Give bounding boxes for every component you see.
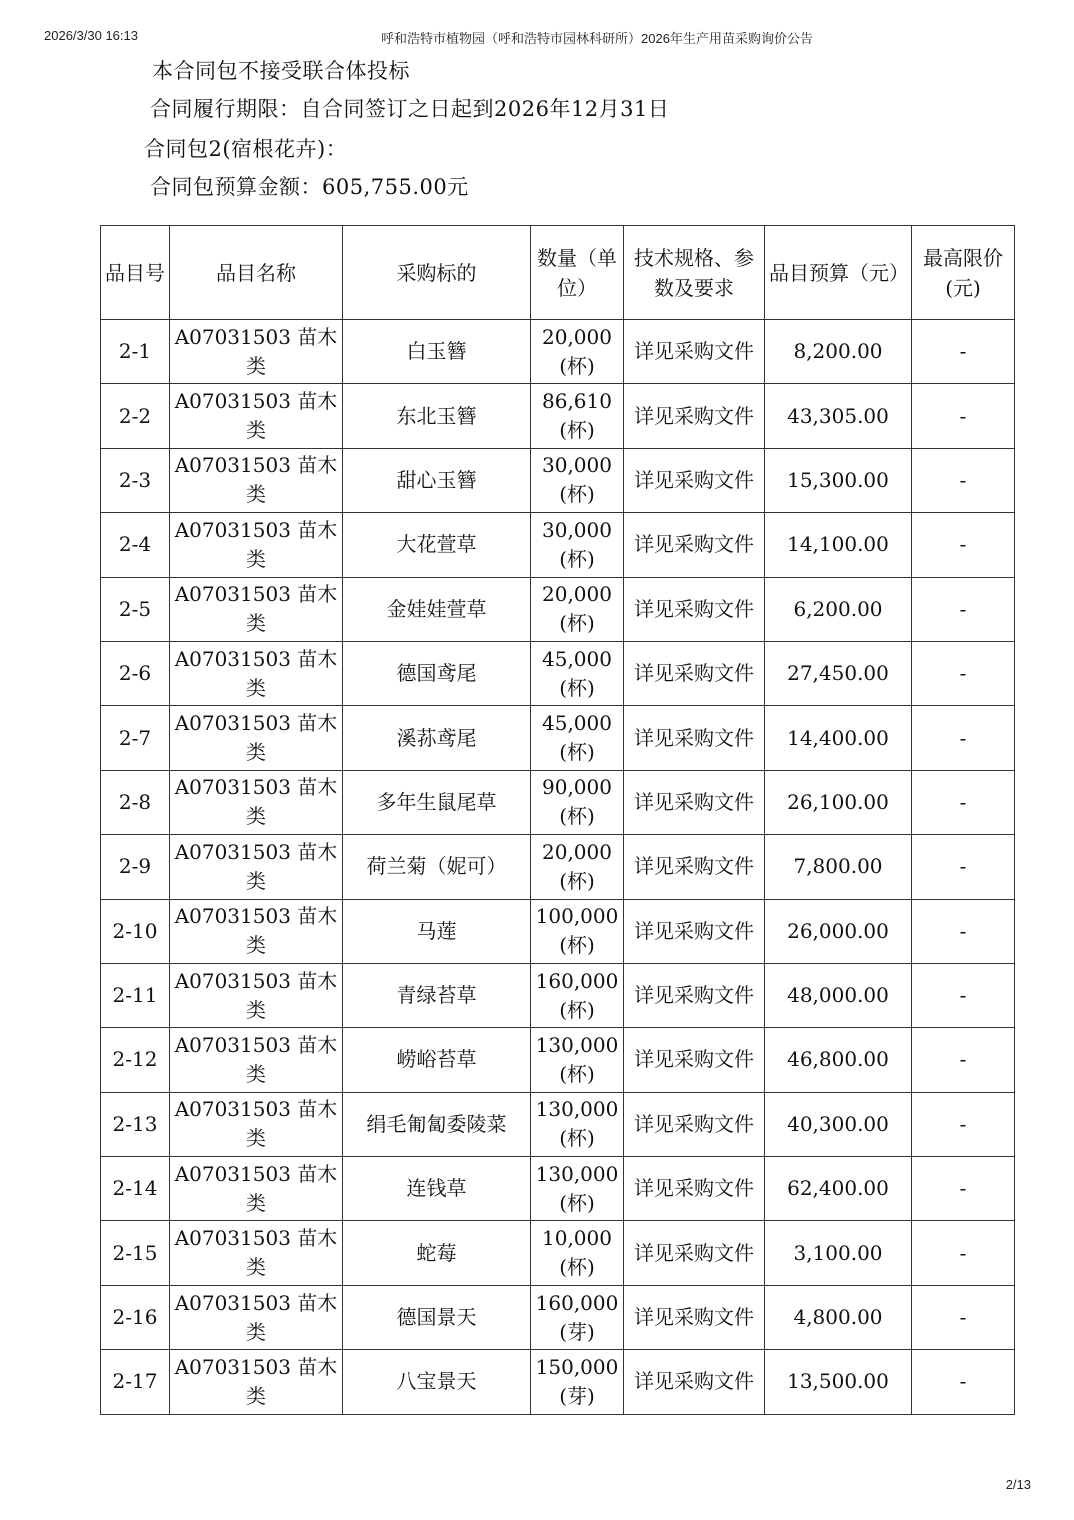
items-table [100,225,1015,1415]
cell-quantity: 20,000(杯) [531,320,624,384]
cell-quantity: 130,000(杯) [531,1028,624,1092]
cell-budget: 6,200.00 [765,577,912,641]
table-row [101,641,1015,705]
cell-budget: 14,400.00 [765,706,912,770]
cell-budget: 15,300.00 [765,448,912,512]
cell-category: A07031503 苗木类 [170,1285,343,1349]
cell-subject: 荷兰菊（妮可） [343,835,531,899]
table-row [101,899,1015,963]
cell-max-price: - [912,1157,1015,1221]
cell-subject: 马莲 [343,899,531,963]
cell-spec: 详见采购文件 [624,1028,765,1092]
cell-spec: 详见采购文件 [624,899,765,963]
cell-index: 2-14 [101,1157,170,1221]
cell-subject: 崂峪苔草 [343,1028,531,1092]
cell-spec: 详见采购文件 [624,770,765,834]
cell-subject: 金娃娃萱草 [343,577,531,641]
cell-max-price: - [912,577,1015,641]
cell-max-price: - [912,1028,1015,1092]
cell-index: 2-2 [101,384,170,448]
cell-max-price: - [912,320,1015,384]
header-budget: 品目预算（元） [765,226,912,320]
table-row [101,513,1015,577]
cell-spec: 详见采购文件 [624,1285,765,1349]
cell-subject: 溪荪鸢尾 [343,706,531,770]
table-row [101,577,1015,641]
cell-index: 2-15 [101,1221,170,1285]
cell-spec: 详见采购文件 [624,320,765,384]
header-spec: 技术规格、参数及要求 [624,226,765,320]
table-row [101,1092,1015,1156]
cell-category: A07031503 苗木类 [170,1028,343,1092]
table-row [101,963,1015,1027]
cell-subject: 大花萱草 [343,513,531,577]
cell-quantity: 86,610(杯) [531,384,624,448]
cell-max-price: - [912,1221,1015,1285]
cell-subject: 东北玉簪 [343,384,531,448]
cell-category: A07031503 苗木类 [170,577,343,641]
cell-quantity: 130,000(杯) [531,1157,624,1221]
header-subject: 采购标的 [343,226,531,320]
cell-spec: 详见采购文件 [624,706,765,770]
cell-subject: 连钱草 [343,1157,531,1221]
cell-max-price: - [912,770,1015,834]
cell-index: 2-1 [101,320,170,384]
cell-category: A07031503 苗木类 [170,835,343,899]
cell-index: 2-11 [101,963,170,1027]
page-number: 2/13 [1005,1477,1031,1492]
cell-category: A07031503 苗木类 [170,899,343,963]
contract-period: 合同履行期限：自合同签订之日起到2026年12月31日 [150,97,670,121]
cell-index: 2-13 [101,1092,170,1156]
table-row [101,320,1015,384]
cell-subject: 德国鸢尾 [343,641,531,705]
table-row [101,448,1015,512]
cell-category: A07031503 苗木类 [170,1221,343,1285]
cell-budget: 4,800.00 [765,1285,912,1349]
cell-quantity: 160,000(杯) [531,963,624,1027]
cell-budget: 26,100.00 [765,770,912,834]
table-header-row [101,226,1015,320]
cell-max-price: - [912,963,1015,1027]
cell-budget: 27,450.00 [765,641,912,705]
cell-quantity: 45,000(杯) [531,641,624,705]
cell-category: A07031503 苗木类 [170,1092,343,1156]
cell-index: 2-4 [101,513,170,577]
cell-category: A07031503 苗木类 [170,706,343,770]
cell-quantity: 160,000(芽) [531,1285,624,1349]
table-row [101,706,1015,770]
contract-package-title: 合同包2(宿根花卉)： [144,137,348,161]
cell-category: A07031503 苗木类 [170,770,343,834]
cell-subject: 青绿苔草 [343,963,531,1027]
cell-budget: 3,100.00 [765,1221,912,1285]
cell-subject: 绢毛匍匐委陵菜 [343,1092,531,1156]
cell-spec: 详见采购文件 [624,1221,765,1285]
cell-budget: 26,000.00 [765,899,912,963]
table-row [101,1221,1015,1285]
print-datetime: 2026/3/30 16:13 [44,28,138,43]
cell-index: 2-16 [101,1285,170,1349]
table-row [101,1157,1015,1221]
cell-category: A07031503 苗木类 [170,448,343,512]
cell-subject: 八宝景天 [343,1350,531,1414]
header-quantity: 数量（单位） [531,226,624,320]
header-category: 品目名称 [170,226,343,320]
cell-spec: 详见采购文件 [624,963,765,1027]
cell-category: A07031503 苗木类 [170,320,343,384]
cell-max-price: - [912,1092,1015,1156]
cell-quantity: 100,000(杯) [531,899,624,963]
cell-spec: 详见采购文件 [624,448,765,512]
header-max-price: 最高限价(元) [912,226,1015,320]
cell-max-price: - [912,384,1015,448]
table-row [101,384,1015,448]
cell-budget: 40,300.00 [765,1092,912,1156]
cell-quantity: 30,000(杯) [531,448,624,512]
cell-quantity: 90,000(杯) [531,770,624,834]
cell-max-price: - [912,899,1015,963]
cell-quantity: 10,000(杯) [531,1221,624,1285]
cell-quantity: 30,000(杯) [531,513,624,577]
cell-quantity: 20,000(杯) [531,577,624,641]
cell-index: 2-8 [101,770,170,834]
cell-max-price: - [912,448,1015,512]
table-row [101,1285,1015,1349]
cell-category: A07031503 苗木类 [170,1157,343,1221]
cell-spec: 详见采购文件 [624,577,765,641]
table-row [101,835,1015,899]
table-row [101,1350,1015,1414]
cell-spec: 详见采购文件 [624,1350,765,1414]
cell-index: 2-7 [101,706,170,770]
cell-index: 2-10 [101,899,170,963]
cell-max-price: - [912,706,1015,770]
cell-budget: 13,500.00 [765,1350,912,1414]
cell-category: A07031503 苗木类 [170,1350,343,1414]
cell-quantity: 150,000(芽) [531,1350,624,1414]
cell-index: 2-5 [101,577,170,641]
cell-index: 2-6 [101,641,170,705]
table-row [101,770,1015,834]
cell-category: A07031503 苗木类 [170,963,343,1027]
cell-budget: 8,200.00 [765,320,912,384]
cell-category: A07031503 苗木类 [170,513,343,577]
header-index: 品目号 [101,226,170,320]
cell-quantity: 20,000(杯) [531,835,624,899]
cell-budget: 48,000.00 [765,963,912,1027]
cell-budget: 14,100.00 [765,513,912,577]
cell-quantity: 45,000(杯) [531,706,624,770]
cell-spec: 详见采购文件 [624,835,765,899]
cell-spec: 详见采购文件 [624,1092,765,1156]
cell-index: 2-3 [101,448,170,512]
package-budget: 合同包预算金额：605,755.00元 [150,175,469,199]
cell-index: 2-9 [101,835,170,899]
cell-max-price: - [912,1285,1015,1349]
cell-max-price: - [912,835,1015,899]
cell-quantity: 130,000(杯) [531,1092,624,1156]
cell-max-price: - [912,641,1015,705]
cell-subject: 甜心玉簪 [343,448,531,512]
cell-subject: 白玉簪 [343,320,531,384]
cell-index: 2-12 [101,1028,170,1092]
cell-budget: 7,800.00 [765,835,912,899]
cell-subject: 蛇莓 [343,1221,531,1285]
cell-max-price: - [912,1350,1015,1414]
cell-category: A07031503 苗木类 [170,641,343,705]
cell-index: 2-17 [101,1350,170,1414]
joint-bid-note: 本合同包不接受联合体投标 [152,59,410,83]
cell-budget: 62,400.00 [765,1157,912,1221]
cell-subject: 多年生鼠尾草 [343,770,531,834]
cell-spec: 详见采购文件 [624,513,765,577]
cell-subject: 德国景天 [343,1285,531,1349]
cell-spec: 详见采购文件 [624,384,765,448]
cell-spec: 详见采购文件 [624,641,765,705]
cell-budget: 46,800.00 [765,1028,912,1092]
document-header-title: 呼和浩特市植物园（呼和浩特市园林科研所）2026年生产用苗采购询价公告 [381,31,813,46]
table-row [101,1028,1015,1092]
cell-budget: 43,305.00 [765,384,912,448]
cell-spec: 详见采购文件 [624,1157,765,1221]
cell-max-price: - [912,513,1015,577]
cell-category: A07031503 苗木类 [170,384,343,448]
